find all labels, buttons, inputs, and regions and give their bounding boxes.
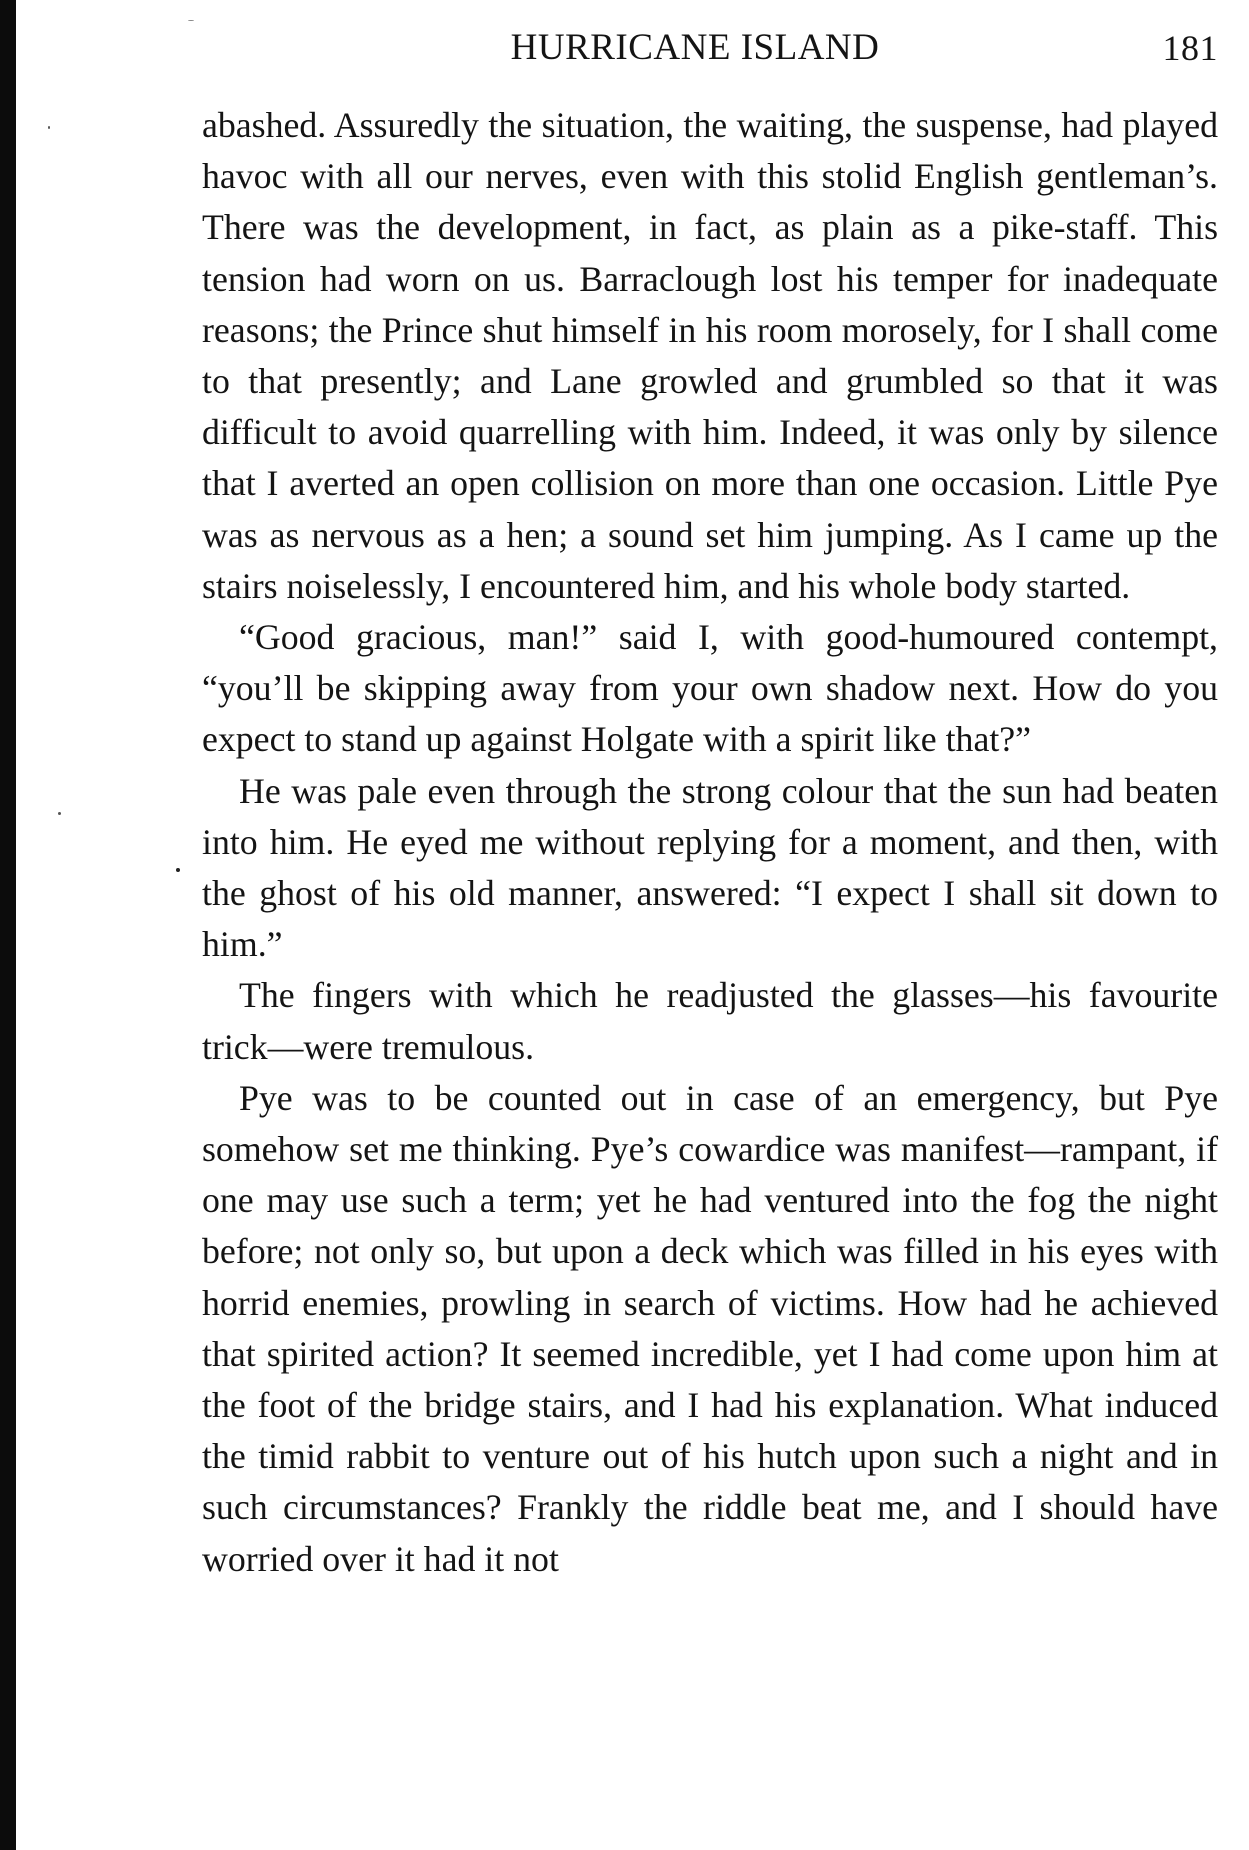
paragraph: abashed. Assuredly the situation, the waiting, the suspense, had played havoc with all our nerves, even with this stolid English gentleman’s. There was the development, in fact, as plain as a pike-staff. This tension had worn on us. Barraclough lost his temper for inadequate reasons; the Prince shut himself in his room morosely, for I shall come to that presently; and Lane growled and grumbled so that it was difficult to avoid quarrelling with him. Indeed, it was only by silence that I averted an open collision on more than one occasion. Little Pye was as nervous as a hen; a sound set him jumping. As I came up the stairs noiselessly, I encountered him, and his whole body started. <box>202 105 1218 606</box>
book-page <box>202 18 1218 1585</box>
scan-speck <box>48 126 50 129</box>
scan-speck <box>58 812 61 815</box>
binding-edge <box>0 0 16 1850</box>
running-head <box>202 18 1218 78</box>
body-text <box>202 100 1218 1585</box>
scan-speck <box>188 20 194 21</box>
scan-speck <box>176 868 180 872</box>
page-number: 181 <box>1162 28 1218 68</box>
paragraph: Pye was to be counted out in case of an emergency, but Pye somehow set me thinking. Pye’s cowardice was manifest—rampant, if one may use such a term; yet he had ventured into the fog the night before; not only so, but upon a deck which was filled in his eyes with horrid enemies, prowling in search of victims. How had he achieved that spirited action? It seemed incredible, yet I had come upon him at the foot of the bridge stairs, and I had his explanation. What induced the timid rabbit to venture out of his hutch upon such a night and in such circumstances? Frankly the riddle beat me, and I should have worried over it had it not <box>202 1077 1218 1579</box>
paragraph: “Good gracious, man!” said I, with good-humoured contempt, “you’ll be skipping away from your own shadow next. How do you expect to stand up against Holgate with a spirit like that?” <box>202 617 1218 760</box>
running-title: HURRICANE ISLAND <box>510 27 880 68</box>
paragraph: He was pale even through the strong colour that the sun had beaten into him. He eyed me without replying for a moment, and then, with the ghost of his old manner, answered: “I expect I shall sit down to him.” <box>202 770 1218 965</box>
paragraph: The fingers with which he readjusted the glasses—his favourite trick—were tremulous. <box>202 975 1218 1067</box>
